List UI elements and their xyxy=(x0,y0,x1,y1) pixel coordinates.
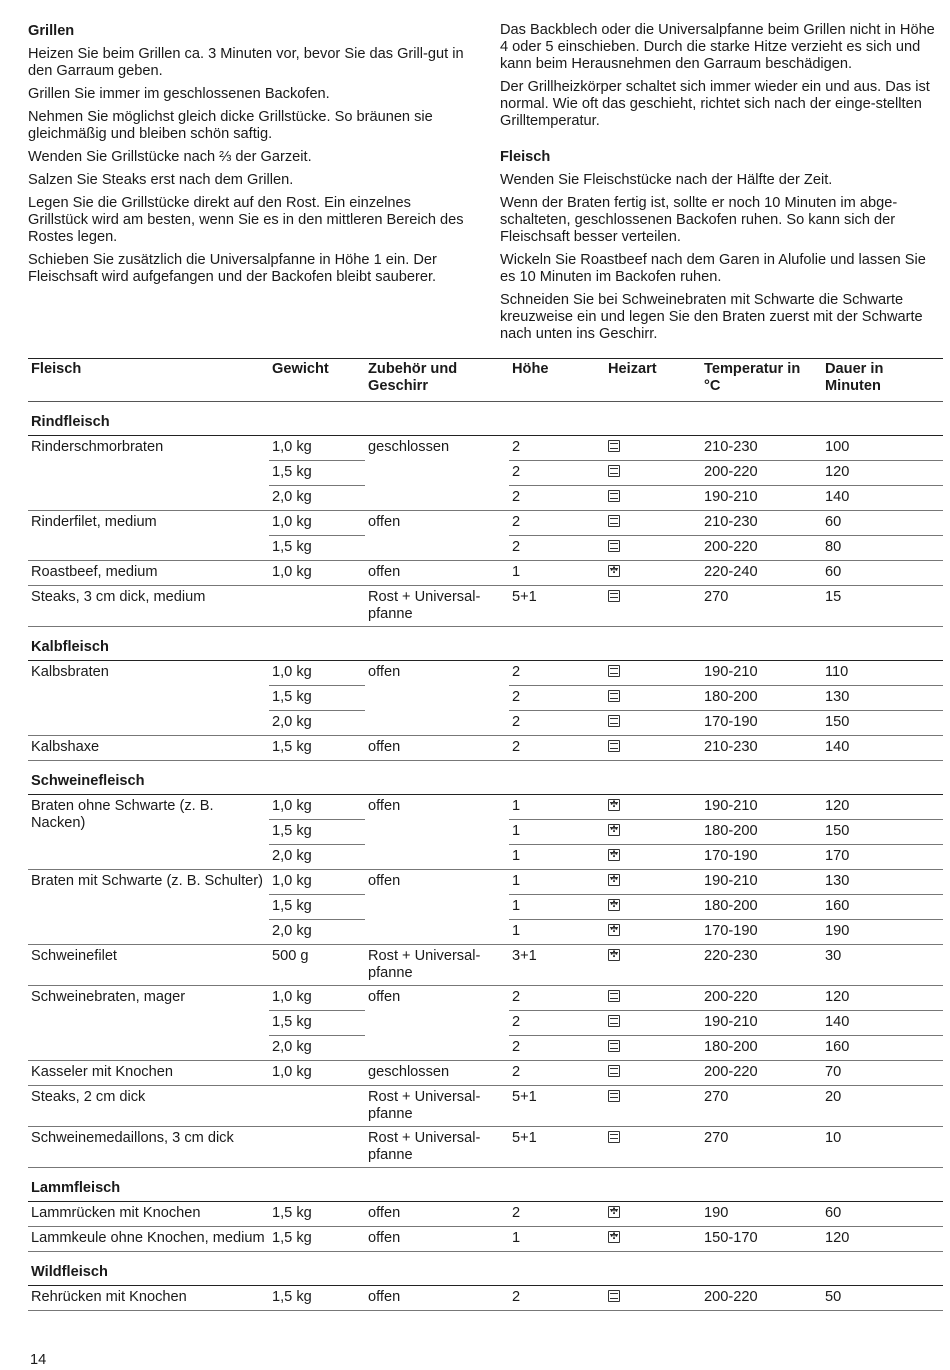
section-row xyxy=(28,402,943,436)
weight-cell: 1,0 kg xyxy=(269,870,365,895)
weight-cell: 1,0 kg xyxy=(269,561,365,586)
heat-mode-cell xyxy=(605,920,701,945)
accessory-cell: geschlossen xyxy=(365,1061,509,1086)
level-cell: 5+1 xyxy=(509,1086,605,1127)
circulating-air-grill-icon xyxy=(608,874,620,886)
section-title: Grillen xyxy=(28,23,75,39)
circulating-air-grill-icon xyxy=(608,849,620,861)
meat-cell: Schweinefilet xyxy=(28,945,269,986)
accessory-cell: offen xyxy=(365,511,509,561)
temperature-cell: 200-220 xyxy=(701,1286,822,1311)
duration-cell: 15 xyxy=(822,586,943,627)
duration-cell: 100 xyxy=(822,436,943,461)
temperature-cell: 170-190 xyxy=(701,845,822,870)
duration-cell: 120 xyxy=(822,1227,943,1252)
section-heading: Rindfleisch xyxy=(28,402,943,436)
duration-cell: 160 xyxy=(822,1036,943,1061)
temperature-cell: 200-220 xyxy=(701,461,822,486)
accessory-cell: Rost + Universal-pfanne xyxy=(365,1086,509,1127)
duration-cell: 60 xyxy=(822,561,943,586)
temperature-cell: 200-220 xyxy=(701,1061,822,1086)
heat-mode-cell xyxy=(605,1086,701,1127)
temperature-cell: 180-200 xyxy=(701,1036,822,1061)
duration-cell: 150 xyxy=(822,711,943,736)
temperature-cell: 270 xyxy=(701,1086,822,1127)
level-cell: 1 xyxy=(509,1227,605,1252)
level-cell: 2 xyxy=(509,1202,605,1227)
fleisch-section xyxy=(500,22,944,349)
paragraph: Schneiden Sie bei Schweinebraten mit Schwarte die Schwarte kreuzweise ein und legen Sie den Braten zuerst mit der Schwarte nach unten ins Geschirr. xyxy=(500,292,923,342)
level-cell: 2 xyxy=(509,686,605,711)
paragraph: Der Grillheizkörper schaltet sich immer wieder ein und aus. Das ist normal. Wie oft das geschieht, richtet sich nach der einge-stellten Grilltemperatur. xyxy=(500,79,930,129)
temperature-cell: 190-210 xyxy=(701,870,822,895)
weight-cell: 1,0 kg xyxy=(269,436,365,461)
paragraph: Grillen Sie immer im geschlossenen Backofen. xyxy=(28,86,330,102)
meat-cell: Schweinebraten, mager xyxy=(28,986,269,1061)
level-cell: 2 xyxy=(509,736,605,761)
top-bottom-heat-icon xyxy=(608,1290,620,1302)
heat-mode-cell xyxy=(605,1202,701,1227)
table-row xyxy=(28,1202,943,1227)
top-bottom-heat-icon xyxy=(608,1015,620,1027)
level-cell: 1 xyxy=(509,820,605,845)
temperature-cell: 190 xyxy=(701,1202,822,1227)
duration-cell: 10 xyxy=(822,1127,943,1168)
weight-cell xyxy=(269,586,365,627)
accessory-cell: Rost + Universal-pfanne xyxy=(365,945,509,986)
heat-mode-cell xyxy=(605,820,701,845)
temperature-cell: 270 xyxy=(701,1127,822,1168)
accessory-cell: geschlossen xyxy=(365,436,509,511)
weight-cell: 1,0 kg xyxy=(269,986,365,1011)
temperature-cell: 210-230 xyxy=(701,736,822,761)
level-cell: 2 xyxy=(509,1036,605,1061)
heat-mode-cell xyxy=(605,561,701,586)
meat-cell: Steaks, 2 cm dick xyxy=(28,1086,269,1127)
heat-mode-cell xyxy=(605,895,701,920)
temperature-cell: 180-200 xyxy=(701,820,822,845)
heat-mode-cell xyxy=(605,1061,701,1086)
circulating-air-grill-icon xyxy=(608,1206,620,1218)
grillen-section xyxy=(28,22,473,292)
table-row xyxy=(28,1127,943,1168)
heat-mode-cell xyxy=(605,1036,701,1061)
weight-cell: 1,5 kg xyxy=(269,461,365,486)
heat-mode-cell xyxy=(605,1011,701,1036)
temperature-cell: 170-190 xyxy=(701,711,822,736)
circulating-air-grill-icon xyxy=(608,565,620,577)
section-heading: Lammfleisch xyxy=(28,1168,943,1202)
duration-cell: 120 xyxy=(822,986,943,1011)
paragraph: Wickeln Sie Roastbeef nach dem Garen in Alufolie und lassen Sie es 10 Minuten im Backofen ruhen. xyxy=(500,252,926,285)
grill-icon xyxy=(608,1131,620,1143)
level-cell: 2 xyxy=(509,536,605,561)
top-bottom-heat-icon xyxy=(608,740,620,752)
weight-cell: 1,0 kg xyxy=(269,661,365,686)
table-row xyxy=(28,945,943,986)
temperature-cell: 210-230 xyxy=(701,511,822,536)
grill-icon xyxy=(608,1090,620,1102)
weight-cell: 1,5 kg xyxy=(269,820,365,845)
duration-cell: 80 xyxy=(822,536,943,561)
top-bottom-heat-icon xyxy=(608,490,620,502)
duration-cell: 130 xyxy=(822,870,943,895)
meat-cell: Schweinemedaillons, 3 cm dick xyxy=(28,1127,269,1168)
duration-cell: 110 xyxy=(822,661,943,686)
duration-cell: 120 xyxy=(822,795,943,820)
level-cell: 2 xyxy=(509,1011,605,1036)
col-header: Temperatur in °C xyxy=(701,359,822,402)
weight-cell xyxy=(269,1127,365,1168)
col-header: Dauer in Minuten xyxy=(822,359,943,402)
section-row xyxy=(28,627,943,661)
table-row xyxy=(28,1086,943,1127)
section-row xyxy=(28,761,943,795)
table-row xyxy=(28,511,943,536)
temperature-cell: 220-240 xyxy=(701,561,822,586)
meat-cell: Braten mit Schwarte (z. B. Schulter) xyxy=(28,870,269,945)
weight-cell: 1,5 kg xyxy=(269,1286,365,1311)
top-bottom-heat-icon xyxy=(608,715,620,727)
weight-cell: 1,0 kg xyxy=(269,795,365,820)
duration-cell: 140 xyxy=(822,736,943,761)
meat-cell: Braten ohne Schwarte (z. B. Nacken) xyxy=(28,795,269,870)
duration-cell: 140 xyxy=(822,486,943,511)
temperature-cell: 270 xyxy=(701,586,822,627)
weight-cell: 1,5 kg xyxy=(269,536,365,561)
accessory-cell: offen xyxy=(365,1227,509,1252)
top-bottom-heat-icon xyxy=(608,1040,620,1052)
heat-mode-cell xyxy=(605,536,701,561)
grill-icon xyxy=(608,590,620,602)
meat-cell: Rinderschmorbraten xyxy=(28,436,269,511)
accessory-cell: offen xyxy=(365,795,509,870)
table-header-row xyxy=(28,359,943,402)
table-row xyxy=(28,661,943,686)
weight-cell: 2,0 kg xyxy=(269,1036,365,1061)
temperature-cell: 210-230 xyxy=(701,436,822,461)
temperature-cell: 150-170 xyxy=(701,1227,822,1252)
top-bottom-heat-icon xyxy=(608,515,620,527)
heat-mode-cell xyxy=(605,870,701,895)
heat-mode-cell xyxy=(605,945,701,986)
heat-mode-cell xyxy=(605,461,701,486)
section-heading: Wildfleisch xyxy=(28,1252,943,1286)
section-title: Fleisch xyxy=(500,149,551,165)
accessory-cell: offen xyxy=(365,986,509,1061)
level-cell: 1 xyxy=(509,870,605,895)
col-header: Höhe xyxy=(509,359,605,402)
level-cell: 1 xyxy=(509,561,605,586)
heat-mode-cell xyxy=(605,1227,701,1252)
heat-mode-cell xyxy=(605,511,701,536)
level-cell: 2 xyxy=(509,711,605,736)
duration-cell: 170 xyxy=(822,845,943,870)
level-cell: 1 xyxy=(509,895,605,920)
table-row xyxy=(28,986,943,1011)
accessory-cell: offen xyxy=(365,661,509,736)
duration-cell: 20 xyxy=(822,1086,943,1127)
meat-cell: Roastbeef, medium xyxy=(28,561,269,586)
level-cell: 2 xyxy=(509,461,605,486)
weight-cell: 1,5 kg xyxy=(269,1227,365,1252)
weight-cell: 1,0 kg xyxy=(269,511,365,536)
level-cell: 2 xyxy=(509,986,605,1011)
meat-cell: Steaks, 3 cm dick, medium xyxy=(28,586,269,627)
table-row xyxy=(28,870,943,895)
weight-cell: 1,5 kg xyxy=(269,895,365,920)
weight-cell: 1,5 kg xyxy=(269,686,365,711)
heat-mode-cell xyxy=(605,736,701,761)
weight-cell xyxy=(269,1086,365,1127)
duration-cell: 130 xyxy=(822,686,943,711)
weight-cell: 1,5 kg xyxy=(269,1011,365,1036)
meat-cell: Kasseler mit Knochen xyxy=(28,1061,269,1086)
duration-cell: 150 xyxy=(822,820,943,845)
paragraph: Legen Sie die Grillstücke direkt auf den Rost. Ein einzelnes Grillstück wird am besten, wenn Sie es in den mittleren Bereich des Rostes legen. xyxy=(28,195,464,245)
section-row xyxy=(28,1168,943,1202)
col-header: Heizart xyxy=(605,359,701,402)
accessory-cell: Rost + Universal-pfanne xyxy=(365,586,509,627)
temperature-cell: 180-200 xyxy=(701,895,822,920)
circulating-air-grill-icon xyxy=(608,924,620,936)
accessory-cell: offen xyxy=(365,1202,509,1227)
table-row xyxy=(28,795,943,820)
paragraph: Nehmen Sie möglichst gleich dicke Grillstücke. So bräunen sie gleichmäßig und bleiben schön saftig. xyxy=(28,109,433,142)
duration-cell: 50 xyxy=(822,1286,943,1311)
temperature-cell: 190-210 xyxy=(701,795,822,820)
circulating-air-grill-icon xyxy=(608,824,620,836)
meat-cell: Rehrücken mit Knochen xyxy=(28,1286,269,1311)
weight-cell: 2,0 kg xyxy=(269,920,365,945)
section-heading: Schweinefleisch xyxy=(28,761,943,795)
table-row xyxy=(28,1227,943,1252)
temperature-cell: 220-230 xyxy=(701,945,822,986)
paragraph: Wenden Sie Grillstücke nach ⅔ der Garzeit. xyxy=(28,149,312,165)
accessory-cell: Rost + Universal-pfanne xyxy=(365,1127,509,1168)
table-row xyxy=(28,736,943,761)
duration-cell: 140 xyxy=(822,1011,943,1036)
temperature-cell: 170-190 xyxy=(701,920,822,945)
meat-cell: Kalbsbraten xyxy=(28,661,269,736)
duration-cell: 120 xyxy=(822,461,943,486)
heat-mode-cell xyxy=(605,1127,701,1168)
circulating-air-grill-icon xyxy=(608,799,620,811)
level-cell: 2 xyxy=(509,511,605,536)
heat-mode-cell xyxy=(605,711,701,736)
table-row xyxy=(28,436,943,461)
temperature-cell: 200-220 xyxy=(701,536,822,561)
duration-cell: 190 xyxy=(822,920,943,945)
paragraph: Salzen Sie Steaks erst nach dem Grillen. xyxy=(28,172,294,188)
circulating-air-grill-icon xyxy=(608,899,620,911)
duration-cell: 60 xyxy=(822,511,943,536)
accessory-cell: offen xyxy=(365,561,509,586)
paragraph: Das Backblech oder die Universalpfanne beim Grillen nicht in Höhe 4 oder 5 einschieben. Durch die starke Hitze verzieht es sich und kann beim Herausnehmen den Garraum beschädigen. xyxy=(500,22,935,72)
heat-mode-cell xyxy=(605,845,701,870)
temperature-cell: 190-210 xyxy=(701,486,822,511)
top-bottom-heat-icon xyxy=(608,665,620,677)
weight-cell: 1,0 kg xyxy=(269,1061,365,1086)
col-header: Gewicht xyxy=(269,359,365,402)
top-bottom-heat-icon xyxy=(608,440,620,452)
accessory-cell: offen xyxy=(365,1286,509,1311)
heat-mode-cell xyxy=(605,1286,701,1311)
weight-cell: 1,5 kg xyxy=(269,1202,365,1227)
meat-cell: Kalbshaxe xyxy=(28,736,269,761)
level-cell: 5+1 xyxy=(509,586,605,627)
temperature-cell: 180-200 xyxy=(701,686,822,711)
level-cell: 2 xyxy=(509,1061,605,1086)
weight-cell: 2,0 kg xyxy=(269,711,365,736)
paragraph: Wenden Sie Fleischstücke nach der Hälfte der Zeit. xyxy=(500,172,833,188)
top-bottom-heat-icon xyxy=(608,1065,620,1077)
top-bottom-heat-icon xyxy=(608,540,620,552)
cooking-table xyxy=(28,358,943,1311)
paragraph: Heizen Sie beim Grillen ca. 3 Minuten vor, bevor Sie das Grill-gut in den Garraum geben. xyxy=(28,46,464,79)
top-bottom-heat-icon xyxy=(608,465,620,477)
heat-mode-cell xyxy=(605,486,701,511)
duration-cell: 60 xyxy=(822,1202,943,1227)
weight-cell: 2,0 kg xyxy=(269,486,365,511)
accessory-cell: offen xyxy=(365,870,509,945)
meat-cell: Lammkeule ohne Knochen, medium xyxy=(28,1227,269,1252)
level-cell: 1 xyxy=(509,845,605,870)
level-cell: 2 xyxy=(509,486,605,511)
top-bottom-heat-icon xyxy=(608,690,620,702)
table-row xyxy=(28,1061,943,1086)
heat-mode-cell xyxy=(605,586,701,627)
col-header: Zubehör und Geschirr xyxy=(365,359,509,402)
level-cell: 1 xyxy=(509,795,605,820)
paragraph: Wenn der Braten fertig ist, sollte er noch 10 Minuten im abge-schalteten, geschlossenen Backofen ruhen. So kann sich der Fleischsaft besser verteilen. xyxy=(500,195,898,245)
meat-cell: Lammrücken mit Knochen xyxy=(28,1202,269,1227)
page-number: 14 xyxy=(30,1352,47,1368)
accessory-cell: offen xyxy=(365,736,509,761)
heat-mode-cell xyxy=(605,436,701,461)
heat-mode-cell xyxy=(605,661,701,686)
level-cell: 2 xyxy=(509,436,605,461)
temperature-cell: 190-210 xyxy=(701,1011,822,1036)
duration-cell: 160 xyxy=(822,895,943,920)
level-cell: 5+1 xyxy=(509,1127,605,1168)
col-header: Fleisch xyxy=(28,359,269,402)
heat-mode-cell xyxy=(605,986,701,1011)
weight-cell: 500 g xyxy=(269,945,365,986)
temperature-cell: 190-210 xyxy=(701,661,822,686)
meat-cell: Rinderfilet, medium xyxy=(28,511,269,561)
circulating-air-grill-icon xyxy=(608,949,620,961)
temperature-cell: 200-220 xyxy=(701,986,822,1011)
heat-mode-cell xyxy=(605,686,701,711)
level-cell: 1 xyxy=(509,920,605,945)
table-row xyxy=(28,586,943,627)
circulating-air-grill-icon xyxy=(608,1231,620,1243)
weight-cell: 1,5 kg xyxy=(269,736,365,761)
heat-mode-cell xyxy=(605,795,701,820)
section-heading: Kalbfleisch xyxy=(28,627,943,661)
top-bottom-heat-icon xyxy=(608,990,620,1002)
duration-cell: 30 xyxy=(822,945,943,986)
table-row xyxy=(28,1286,943,1311)
table-row xyxy=(28,561,943,586)
level-cell: 3+1 xyxy=(509,945,605,986)
duration-cell: 70 xyxy=(822,1061,943,1086)
weight-cell: 2,0 kg xyxy=(269,845,365,870)
level-cell: 2 xyxy=(509,661,605,686)
level-cell: 2 xyxy=(509,1286,605,1311)
section-row xyxy=(28,1252,943,1286)
paragraph: Schieben Sie zusätzlich die Universalpfanne in Höhe 1 ein. Der Fleischsaft wird aufgefangen und der Backofen bleibt sauberer. xyxy=(28,252,437,285)
